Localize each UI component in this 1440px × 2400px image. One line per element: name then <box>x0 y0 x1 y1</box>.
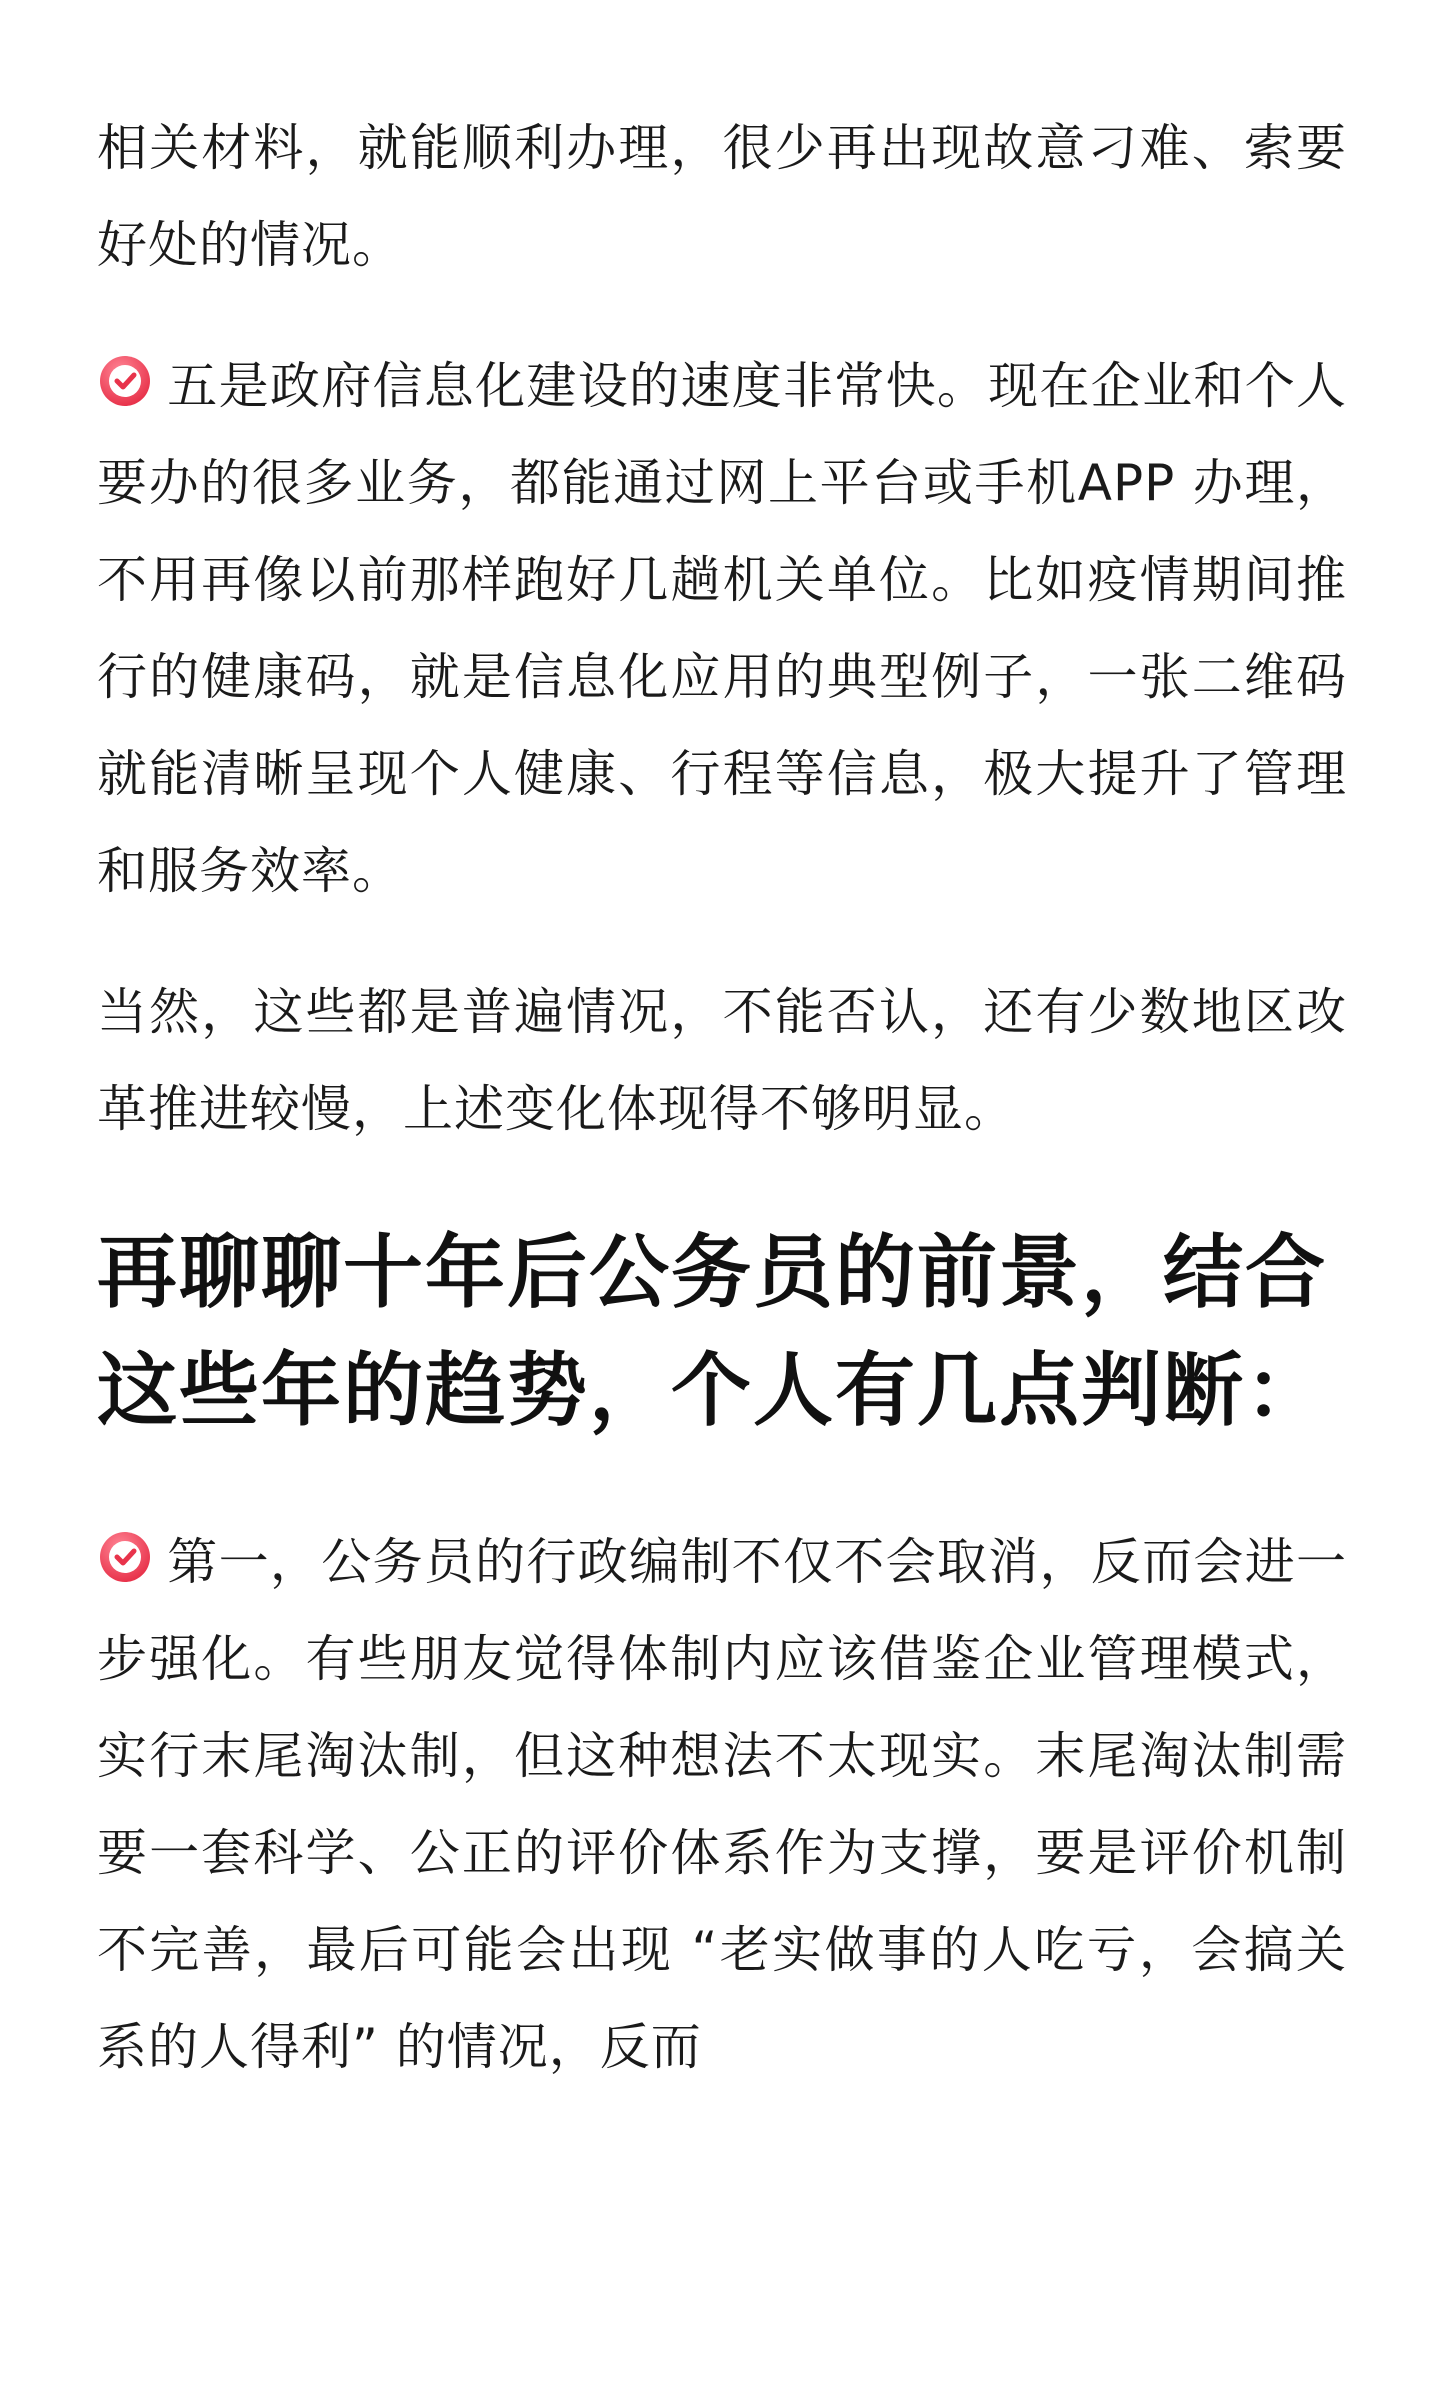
check-circle-icon <box>97 353 153 409</box>
paragraph-informatization-text: 五是政府信息化建设的速度非常快。现在企业和个人要办的很多业务，都能通过网上平台或手机APP 办理，不用再像以前那样跑好几趟机关单位。比如疫情期间推行的健康码，就是信息化应用的典型例子，一张二维码就能清晰呈现个人健康、行程等信息，极大提升了管理和服务效率。 <box>97 357 1347 900</box>
paragraph-materials: 相关材料，就能顺利办理，很少再出现故意刁难、索要好处的情况。 <box>97 119 1347 274</box>
paragraph-first-point <box>97 1514 1347 2096</box>
check-circle-icon <box>97 1529 153 1585</box>
section-heading: 再聊聊十年后公务员的前景，结合这些年的趋势，个人有几点判断： <box>97 1226 1327 1437</box>
paragraph-caveat: 当然，这些都是普遍情况，不能否认，还有少数地区改革推进较慢，上述变化体现得不够明显。 <box>97 983 1347 1138</box>
paragraph-first-point-text: 第一，公务员的行政编制不仅不会取消，反而会进一步强化。有些朋友觉得体制内应该借鉴企业管理模式，实行末尾淘汰制，但这种想法不太现实。末尾淘汰制需要一套科学、公正的评价体系作为支撑，要是评价机制不完善，最后可能会出现 “老实做事的人吃亏，会搞关系的人得利” 的情况，反而 <box>97 1533 1347 2076</box>
article-body <box>97 100 1347 2140</box>
paragraph-informatization <box>97 338 1347 920</box>
